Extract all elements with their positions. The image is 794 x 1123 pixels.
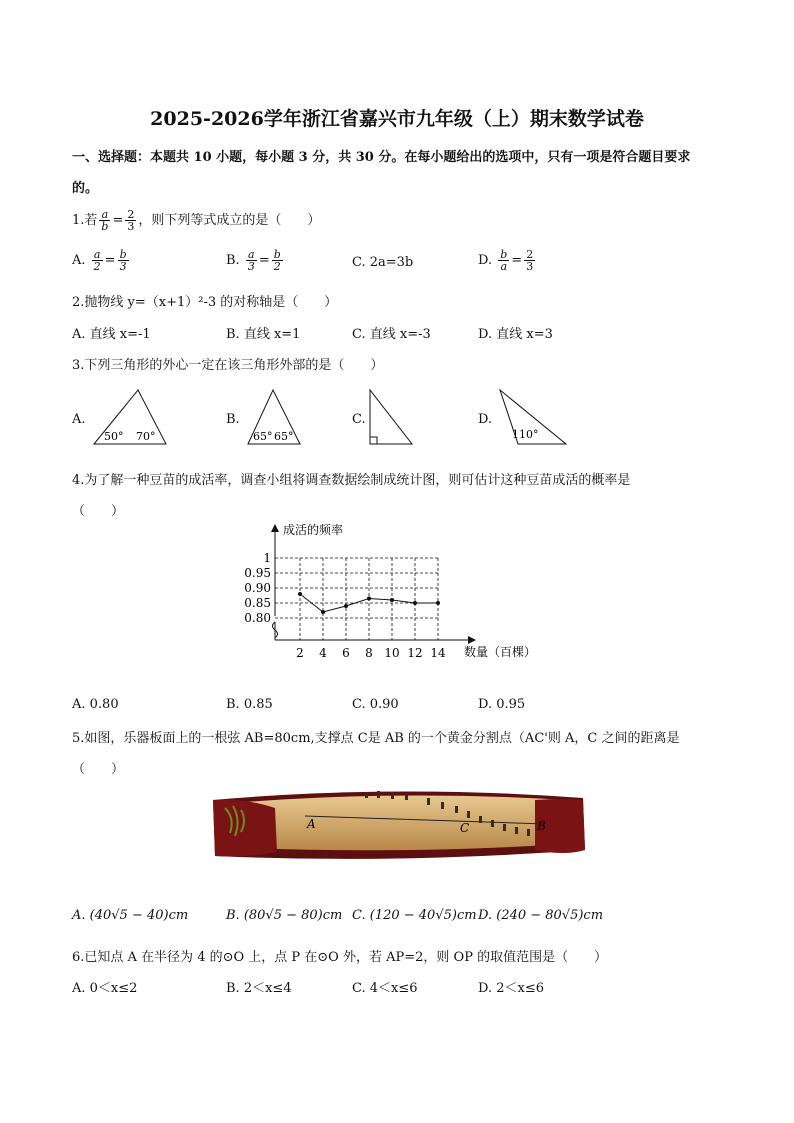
q5-option-a[interactable]: A. (40√5 − 40)cm (72, 908, 189, 923)
x-tick-label-2: 6 (342, 646, 350, 660)
angle-d1: 110° (512, 428, 539, 441)
question-4-paren: （ ） (72, 504, 125, 519)
y-tick-label-2: 0.90 (244, 581, 271, 595)
frequency-line-chart (240, 520, 560, 670)
q1-suffix: ，则下列等式成立的是（ ） (138, 213, 321, 228)
y-tick-label-3: 0.85 (244, 596, 271, 610)
triangle-a (90, 386, 170, 448)
q3-option-b[interactable]: B. (226, 412, 240, 427)
triangle-c (366, 386, 416, 448)
data-point-1 (321, 610, 325, 614)
y-tick-label-1: 0.95 (244, 566, 271, 580)
y-ticks (244, 551, 271, 625)
q2-option-d[interactable]: D. 直线 x=3 (478, 327, 553, 342)
q1-frac-2-3: $\frac{2}{3}$ (127, 208, 135, 233)
q1-prefix: 1.若 (72, 213, 98, 228)
q5-option-b[interactable]: B. (80√5 − 80)cm (226, 908, 343, 923)
x-axis-label: 数量（百棵） (464, 645, 537, 659)
q4-option-b[interactable]: B. 0.85 (226, 697, 273, 712)
y-tick-label-4: 0.80 (244, 611, 271, 625)
point-b-label: B (537, 819, 546, 833)
y-axis-arrow (271, 524, 279, 532)
question-5-stem: 5.如图，乐器板面上的一根弦 AB=80cm,支撑点 C是 AB 的一个黄金分割点（AC'则 A，C 之间的距离是 (72, 731, 680, 746)
question-3-stem: 3.下列三角形的外心一定在该三角形外部的是（ ） (72, 358, 384, 373)
point-a-label: A (307, 817, 316, 831)
q4-option-c[interactable]: C. 0.90 (352, 697, 399, 712)
q3-option-c[interactable]: C. (352, 412, 366, 427)
q5-option-d[interactable]: D. (240 − 80√5)cm (478, 908, 604, 923)
question-4-stem: 4.为了解一种豆苗的成活率，调查小组将调查数据绘制成统计图，则可估计这种豆苗成活的概率是 (72, 473, 631, 488)
x-tick-label-5: 12 (407, 646, 423, 660)
point-c-label: C (460, 821, 470, 835)
chart-grid (275, 558, 438, 640)
q1-option-d[interactable]: D. $\frac{b}{a}$ = $\frac{2}{3}$ (478, 248, 534, 273)
question-6-stem: 6.已知点 A 在半径为 4 的⊙O 上，点 P 在⊙O 外，若 AP=2，则 OP 的取值范围是（ ） (72, 950, 608, 965)
data-point-6 (436, 601, 440, 605)
q1-option-b[interactable]: B. $\frac{a}{3}$ = $\frac{b}{2}$ (226, 248, 281, 273)
x-tick-label-4: 10 (384, 646, 400, 660)
x-ticks (296, 646, 446, 660)
q1-frac-a-b: $\frac{a}{b}$ (101, 208, 109, 233)
x-tick-label-3: 8 (365, 646, 373, 660)
q4-option-d[interactable]: D. 0.95 (478, 697, 526, 712)
data-point-4 (390, 598, 394, 602)
q4-option-a[interactable]: A. 0.80 (72, 697, 119, 712)
y-axis-label: 成活的频率 (283, 523, 344, 537)
page-title: 2025-2026学年浙江省嘉兴市九年级（上）期末数学试卷 (150, 108, 644, 130)
q5-option-c[interactable]: C. (120 − 40√5)cm (352, 908, 477, 923)
q6-option-a[interactable]: A. 0＜x≤2 (72, 981, 138, 996)
angle-b1: 65° (253, 430, 273, 443)
x-axis-arrow (468, 636, 476, 644)
guzheng-illustration (205, 778, 590, 870)
q2-option-c[interactable]: C. 直线 x=-3 (352, 327, 431, 342)
q6-option-b[interactable]: B. 2＜x≤4 (226, 981, 292, 996)
x-tick-label-6: 14 (430, 646, 446, 660)
angle-a2: 70° (136, 430, 156, 443)
triangle-d (496, 386, 572, 448)
q1-option-a[interactable]: A. $\frac{a}{2}$ = $\frac{b}{3}$ (72, 248, 127, 273)
data-point-2 (344, 604, 348, 608)
y-tick-label-0: 1 (263, 551, 271, 565)
q2-option-b[interactable]: B. 直线 x=1 (226, 327, 301, 342)
q3-option-a[interactable]: A. (72, 412, 86, 427)
q6-option-c[interactable]: C. 4＜x≤6 (352, 981, 418, 996)
guzheng-head (213, 800, 277, 857)
x-tick-label-1: 4 (319, 646, 327, 660)
data-point-3 (367, 597, 371, 601)
angle-a1: 50° (104, 430, 124, 443)
question-2-stem: 2.抛物线 y=（x+1）²-3 的对称轴是（ ） (72, 295, 338, 310)
q1-option-c[interactable]: C. 2a=3b (352, 255, 414, 270)
section-heading-line1: 一、选择题：本题共 10 小题，每小题 3 分，共 30 分。在每小题给出的选项中，只有一项是符合题目要求 (72, 150, 691, 165)
data-point-5 (413, 601, 417, 605)
q6-option-d[interactable]: D. 2＜x≤6 (478, 981, 544, 996)
question-5-paren: （ ） (72, 762, 125, 777)
x-tick-label-0: 2 (296, 646, 304, 660)
angle-b2: 65° (274, 430, 294, 443)
triangle-b (244, 386, 306, 448)
question-1-stem: 1.若 $\frac{a}{b}$ = $\frac{2}{3}$ ，则下列等式成立的是（ ） (72, 208, 321, 233)
q2-option-a[interactable]: A. 直线 x=-1 (72, 327, 151, 342)
data-point-0 (298, 592, 302, 596)
section-heading-line2: 的。 (72, 181, 99, 196)
q3-option-d[interactable]: D. (478, 412, 493, 427)
